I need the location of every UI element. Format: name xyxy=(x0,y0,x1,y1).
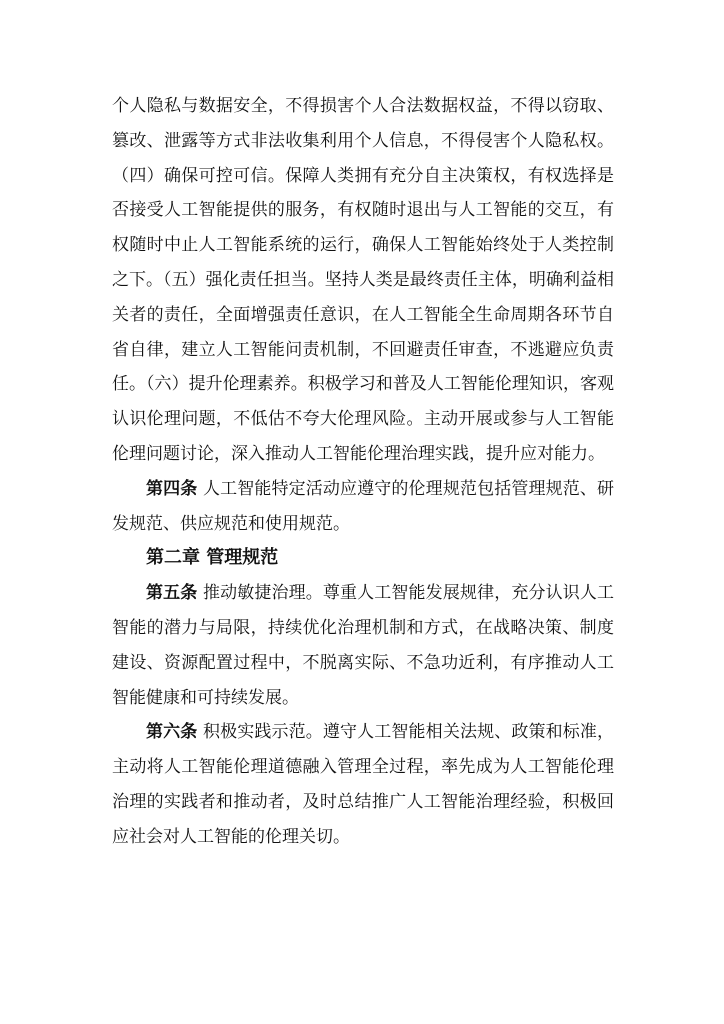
chapter-heading: 第二章 管理规范 xyxy=(146,547,279,569)
paragraph-text: 推动敏捷治理。尊重人工智能发展规律，充分认识人工智能的潜力与局限，持续优化治理机制和方式，在战略决策、制度建设、资源配置过程中，不脱离实际、不急功近利，有序推动人工智能健康和可持续发展。 xyxy=(112,583,615,708)
article-6-paragraph xyxy=(112,715,614,854)
document-body xyxy=(112,89,614,855)
article-label: 第六条 xyxy=(146,722,198,743)
article-label: 第五条 xyxy=(146,583,198,604)
article-5-paragraph xyxy=(112,576,614,715)
article-4-paragraph xyxy=(112,472,614,542)
paragraph-text: 人工智能特定活动应遵守的伦理规范包括管理规范、研发规范、供应规范和使用规范。 xyxy=(112,478,615,534)
paragraph-continuation xyxy=(112,89,614,472)
paragraph-text: 个人隐私与数据安全，不得损害个人合法数据权益，不得以窃取、篡改、泄露等方式非法收集利用个人信息，不得侵害个人隐私权。（四）确保可控可信。保障人类拥有充分自主决策权，有权选择是否接受人工智能提供的服务，有权随时退出与人工智能的交互，有权随时中止人工智能系统的运行，确保人工智能始终处于人类控制之下。（五）强化责任担当。坚持人类是最终责任主体，明确利益相关者的责任，全面增强责任意识，在人工智能全生命周期各环节自省自律，建立人工智能问责机制，不回避责任审查，不逃避应负责任。（六）提升伦理素养。积极学习和普及人工智能伦理知识，客观认识伦理问题，不低估不夸大伦理风险。主动开展或参与人工智能伦理问题讨论，深入推动人工智能伦理治理实践，提升应对能力。 xyxy=(112,96,614,464)
paragraph-text: 积极实践示范。遵守人工智能相关法规、政策和标准，主动将人工智能伦理道德融入管理全过程，率先成为人工智能伦理治理的实践者和推动者，及时总结推广人工智能治理经验，积极回应社会对人工智能的伦理关切。 xyxy=(112,722,615,847)
article-label: 第四条 xyxy=(146,478,198,499)
